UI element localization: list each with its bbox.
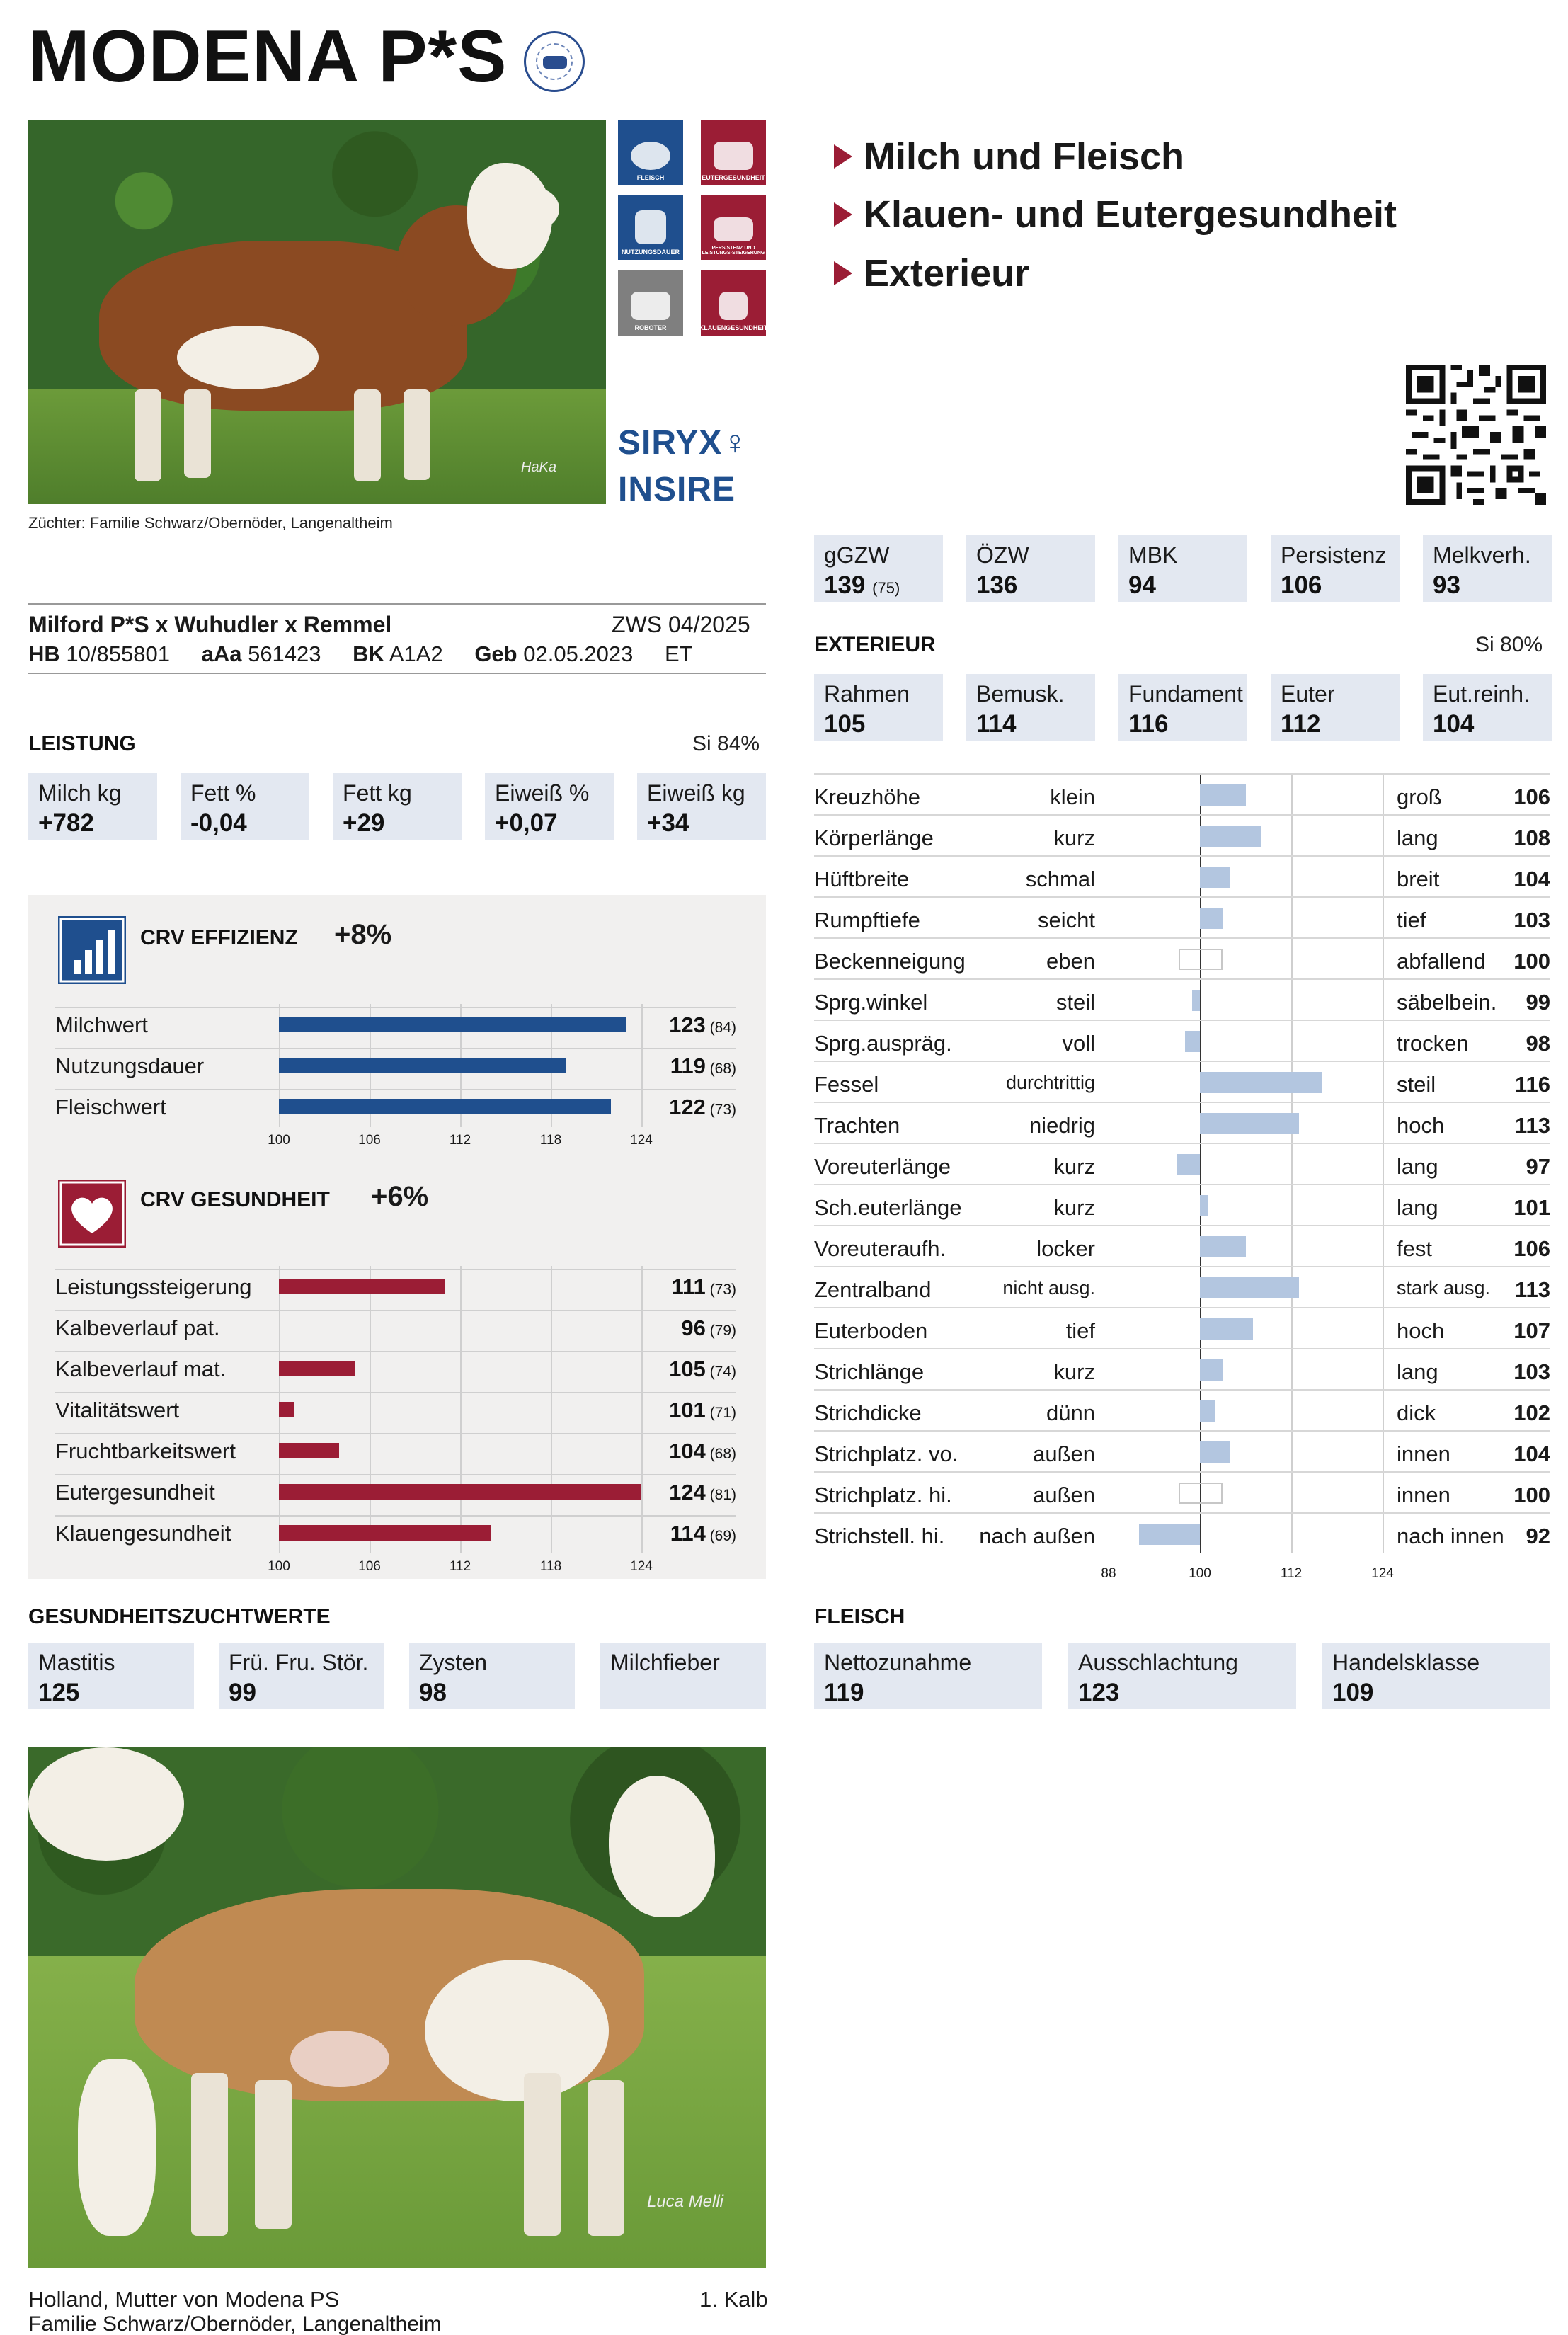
trait-low-label: schmal	[1025, 867, 1095, 891]
trait-low-label: außen	[1033, 1441, 1095, 1466]
axis-tick-label: 124	[1371, 1566, 1394, 1581]
trait-bar	[1200, 1113, 1299, 1134]
trait-value: 113	[1514, 1277, 1550, 1302]
trait-high-label: lang	[1397, 1154, 1438, 1179]
fleisch-ausschlachtung: Ausschlachtung 123	[1068, 1643, 1296, 1709]
linear-trait-row	[814, 773, 1550, 814]
linear-trait-row	[814, 1512, 1550, 1553]
trait-value: 104	[1513, 1441, 1550, 1466]
trait-value: 98	[1526, 1031, 1550, 1056]
trait-low-label: nicht ausg.	[1002, 1277, 1095, 1298]
trait-high-label: lang	[1397, 1359, 1438, 1384]
value-bar	[279, 1525, 491, 1541]
trait-name: Strichplatz. hi.	[814, 1483, 952, 1507]
summary-mbk: MBK 94	[1118, 535, 1247, 602]
leistung-milch-kg: Milch kg +782	[28, 773, 157, 840]
trait-bar	[1192, 990, 1200, 1011]
crv-gesundheit-value: +6%	[371, 1181, 429, 1212]
trait-high-label: innen	[1397, 1483, 1450, 1507]
trait-value: 92	[1526, 1524, 1550, 1548]
qr-code-icon[interactable]	[1406, 365, 1546, 505]
trait-low-label: außen	[1033, 1483, 1095, 1507]
crv-effizienz-value: +8%	[334, 919, 392, 950]
trait-bar	[1200, 1072, 1322, 1093]
row-label: Fruchtbarkeitswert	[55, 1439, 236, 1463]
axis-tick-label: 100	[268, 1133, 290, 1148]
trait-high-label: steil	[1397, 1072, 1436, 1097]
linear-trait-row	[814, 896, 1550, 937]
highlight-1: Milch und Fleisch	[834, 135, 1184, 178]
value-bar	[279, 1402, 294, 1417]
axis-tick-label: 100	[1189, 1566, 1211, 1581]
axis-tick-label: 124	[630, 1133, 653, 1148]
nutzungsdauer-icon: NUTZUNGSDAUER	[618, 195, 683, 260]
linear-trait-row	[814, 937, 1550, 978]
trait-name: Kreuzhöhe	[814, 784, 920, 809]
dam-caption: Holland, Mutter von Modena PS	[28, 2287, 340, 2312]
efficiency-chart-icon	[58, 916, 126, 984]
trait-high-label: abfallend	[1397, 949, 1486, 974]
eutergesundheit-icon: EUTERGESUNDHEIT	[701, 120, 766, 185]
gzw-fruchtbarkeit: Frü. Fru. Stör. 99	[219, 1643, 384, 1709]
bullet-arrow-icon	[834, 261, 852, 285]
trait-low-label: voll	[1062, 1031, 1095, 1056]
fleisch-icon: FLEISCH	[618, 120, 683, 185]
ext-euter: Euter 112	[1271, 674, 1400, 741]
linear-trait-row	[814, 1184, 1550, 1225]
trait-bar	[1200, 1236, 1246, 1257]
ext-eutreinh: Eut.reinh. 104	[1423, 674, 1552, 741]
linear-trait-row	[814, 814, 1550, 855]
row-value: 124 (81)	[669, 1480, 736, 1505]
linear-trait-row	[814, 1430, 1550, 1471]
persistenz-icon: PERSISTENZ UND LEISTUNGS-STEIGERUNG	[701, 195, 766, 260]
trait-low-label: niedrig	[1029, 1113, 1095, 1138]
trait-bar	[1200, 1441, 1230, 1463]
trait-value: 101	[1513, 1195, 1550, 1220]
trait-high-label: groß	[1397, 784, 1442, 809]
summary-ggzw: gGZW 139 (75)	[814, 535, 943, 602]
trait-name: Voreuteraufh.	[814, 1236, 946, 1261]
trait-low-label: seicht	[1038, 908, 1095, 932]
row-label: Kalbeverlauf mat.	[55, 1357, 227, 1381]
axis-tick-label: 124	[630, 1559, 653, 1574]
crv-effizienz-chart	[55, 1004, 736, 1153]
trait-value: 113	[1514, 1113, 1550, 1138]
trait-name: Sch.euterlänge	[814, 1195, 962, 1220]
zws-date: ZWS 04/2025	[612, 612, 750, 637]
exterieur-si: Si 80%	[1475, 633, 1543, 656]
row-value: 104 (68)	[669, 1439, 736, 1463]
trait-name: Sprg.winkel	[814, 990, 928, 1015]
photo-watermark: Luca Melli	[646, 2192, 723, 2211]
chart-row	[55, 1392, 736, 1423]
chart-row	[55, 1515, 736, 1546]
roboter-icon: ROBOTER	[618, 270, 683, 336]
leistung-eiweiss-pct: Eiweiß % +0,07	[485, 773, 614, 840]
linear-trait-row	[814, 1020, 1550, 1061]
bullet-arrow-icon	[834, 144, 852, 169]
row-label: Kalbeverlauf pat.	[55, 1315, 220, 1340]
trait-low-label: durchtrittig	[1005, 1072, 1095, 1093]
row-label: Fleischwert	[55, 1095, 166, 1119]
row-label: Vitalitätswert	[55, 1398, 180, 1422]
trait-low-label: eben	[1046, 949, 1095, 974]
trait-bar	[1200, 908, 1223, 929]
fleisch-nettozunahme: Nettozunahme 119	[814, 1643, 1042, 1709]
ext-fundament: Fundament 116	[1118, 674, 1247, 741]
axis-tick-label: 112	[449, 1559, 471, 1574]
trait-value: 107	[1513, 1318, 1550, 1343]
trait-high-label: lang	[1397, 1195, 1438, 1220]
trait-name: Beckenneigung	[814, 949, 966, 974]
trait-low-label: kurz	[1053, 826, 1095, 850]
trait-value: 106	[1513, 1236, 1550, 1261]
linear-trait-row	[814, 1102, 1550, 1143]
trait-high-label: innen	[1397, 1441, 1450, 1466]
value-bar	[279, 1017, 626, 1032]
trait-name: Fessel	[814, 1072, 879, 1097]
chart-row	[55, 1089, 736, 1120]
trait-high-label: nach innen	[1397, 1524, 1504, 1548]
trait-high-label: stark ausg.	[1397, 1277, 1491, 1298]
dam-breeder: Familie Schwarz/Obernöder, Langenaltheim	[28, 2312, 442, 2335]
crv-effizienz-heading: CRV EFFIZIENZ	[140, 926, 298, 949]
trait-name: Sprg.auspräg.	[814, 1031, 952, 1056]
klauengesundheit-icon: KLAUENGESUNDHEIT	[701, 270, 766, 336]
trait-name: Rumpftiefe	[814, 908, 920, 932]
trait-bar	[1185, 1031, 1201, 1052]
trait-low-label: dünn	[1046, 1400, 1095, 1425]
linear-trait-row	[814, 1389, 1550, 1430]
trait-high-label: dick	[1397, 1400, 1436, 1425]
trait-value: 108	[1513, 826, 1550, 850]
gzw-mastitis: Mastitis 125	[28, 1643, 194, 1709]
trait-bar	[1200, 1318, 1253, 1340]
chart-row	[55, 1474, 736, 1505]
trait-high-label: säbelbein.	[1397, 990, 1497, 1015]
summary-melkverh: Melkverh. 93	[1423, 535, 1552, 602]
bullet-arrow-icon	[834, 202, 852, 227]
highlight-2: Klauen- und Eutergesundheit	[834, 193, 1397, 236]
trait-bar	[1179, 1483, 1223, 1504]
insire-logo: INSIRE	[618, 471, 736, 508]
trait-name: Zentralband	[814, 1277, 932, 1302]
breed-seal-icon	[524, 31, 585, 92]
linear-trait-row	[814, 1348, 1550, 1389]
trait-bar	[1139, 1524, 1200, 1545]
exterieur-linear-chart	[814, 773, 1550, 1594]
chart-row	[55, 1048, 736, 1079]
row-value: 119 (68)	[670, 1054, 736, 1078]
gzw-heading: GESUNDHEITSZUCHTWERTE	[28, 1605, 331, 1628]
chart-row	[55, 1007, 736, 1038]
trait-value: 106	[1513, 784, 1550, 809]
value-bar	[279, 1361, 355, 1376]
axis-tick-label: 112	[1280, 1566, 1303, 1581]
herd-book-info: HB 10/855801 aAa 561423 BK A1A2 Geb 02.05.2023 ET	[28, 641, 693, 666]
axis-tick-label: 106	[358, 1133, 381, 1148]
row-value: 105 (74)	[669, 1357, 736, 1381]
trait-high-label: fest	[1397, 1236, 1432, 1261]
trait-value: 100	[1513, 1483, 1550, 1507]
trait-bar	[1200, 1277, 1299, 1298]
trait-low-label: kurz	[1053, 1195, 1095, 1220]
trait-name: Körperlänge	[814, 826, 934, 850]
trait-value: 102	[1513, 1400, 1550, 1425]
linear-trait-row	[814, 1061, 1550, 1102]
crv-gesundheit-heading: CRV GESUNDHEIT	[140, 1188, 330, 1211]
pedigree-line: Milford P*S x Wuhudler x Remmel	[28, 612, 392, 637]
bull-photo	[28, 120, 606, 504]
chart-row	[55, 1351, 736, 1382]
trait-name: Strichlänge	[814, 1359, 925, 1384]
trait-high-label: hoch	[1397, 1318, 1445, 1343]
gzw-zysten: Zysten 98	[409, 1643, 575, 1709]
trait-name: Trachten	[814, 1113, 900, 1138]
leistung-fett-pct: Fett % -0,04	[181, 773, 309, 840]
trait-high-label: trocken	[1397, 1031, 1469, 1056]
trait-bar	[1200, 826, 1261, 847]
female-symbol-icon: ♀	[722, 424, 749, 462]
linear-trait-row	[814, 1266, 1550, 1307]
leistung-eiweiss-kg: Eiweiß kg +34	[637, 773, 766, 840]
ext-bemusk: Bemusk. 114	[966, 674, 1095, 741]
trait-name: Voreuterlänge	[814, 1154, 951, 1179]
axis-tick-label: 88	[1101, 1566, 1116, 1581]
trait-low-label: klein	[1050, 784, 1095, 809]
ext-rahmen: Rahmen 105	[814, 674, 943, 741]
trait-low-label: locker	[1036, 1236, 1095, 1261]
trait-value: 97	[1526, 1154, 1550, 1179]
fleisch-handelsklasse: Handelsklasse 109	[1322, 1643, 1550, 1709]
siryx-logo: SIRYX♀	[618, 424, 749, 462]
linear-trait-row	[814, 1307, 1550, 1348]
page-title: MODENA P*S	[28, 16, 508, 98]
axis-tick-label: 118	[539, 1559, 562, 1574]
trait-bar	[1177, 1154, 1200, 1175]
trait-high-label: breit	[1397, 867, 1440, 891]
value-bar	[279, 1058, 566, 1073]
chart-row	[55, 1269, 736, 1300]
highlight-3: Exterieur	[834, 251, 1029, 295]
trait-bar	[1200, 784, 1246, 806]
trait-name: Strichdicke	[814, 1400, 922, 1425]
trait-value: 99	[1526, 990, 1550, 1015]
trait-bar	[1179, 949, 1223, 970]
value-bar	[279, 1099, 611, 1114]
linear-trait-row	[814, 1225, 1550, 1266]
trait-name: Euterboden	[814, 1318, 928, 1343]
gzw-milchfieber: Milchfieber	[600, 1643, 766, 1709]
trait-bar	[1200, 867, 1230, 888]
leistung-heading: LEISTUNG	[28, 732, 136, 755]
axis-tick-label: 100	[268, 1559, 290, 1574]
trait-name: Strichstell. hi.	[814, 1524, 945, 1548]
row-value: 96 (79)	[681, 1315, 736, 1340]
summary-ozw: ÖZW 136	[966, 535, 1095, 602]
row-value: 114 (69)	[670, 1521, 736, 1546]
trait-value: 100	[1513, 949, 1550, 974]
trait-bar	[1200, 1400, 1215, 1422]
trait-low-label: steil	[1055, 990, 1095, 1015]
chart-row	[55, 1310, 736, 1341]
trait-low-label: nach außen	[979, 1524, 1095, 1548]
linear-trait-row	[814, 1471, 1550, 1512]
linear-trait-row	[814, 978, 1550, 1020]
axis-tick-label: 118	[539, 1133, 562, 1148]
photo-watermark: HaKa	[520, 459, 556, 475]
exterieur-heading: EXTERIEUR	[814, 633, 936, 656]
health-heart-icon	[58, 1180, 126, 1248]
leistung-si: Si 84%	[692, 732, 760, 755]
summary-persistenz: Persistenz 106	[1271, 535, 1400, 602]
trait-name: Hüftbreite	[814, 867, 910, 891]
value-bar	[279, 1484, 641, 1500]
trait-name: Strichplatz. vo.	[814, 1441, 958, 1466]
trait-bar	[1200, 1195, 1208, 1216]
row-value: 101 (71)	[669, 1398, 736, 1422]
row-label: Klauengesundheit	[55, 1521, 231, 1546]
value-bar	[279, 1279, 445, 1294]
row-label: Eutergesundheit	[55, 1480, 215, 1505]
row-value: 111 (73)	[671, 1274, 736, 1299]
trait-value: 116	[1514, 1072, 1550, 1097]
photo-caption: Züchter: Familie Schwarz/Obernöder, Langenaltheim	[28, 514, 393, 532]
trait-high-label: lang	[1397, 826, 1438, 850]
value-bar	[279, 1443, 339, 1458]
axis-tick-label: 112	[449, 1133, 471, 1148]
axis-tick-label: 106	[358, 1559, 381, 1574]
row-label: Milchwert	[55, 1012, 148, 1037]
trait-high-label: tief	[1397, 908, 1426, 932]
trait-low-label: kurz	[1053, 1154, 1095, 1179]
trait-value: 103	[1513, 1359, 1550, 1384]
row-value: 123 (84)	[669, 1012, 736, 1037]
trait-low-label: kurz	[1053, 1359, 1095, 1384]
trait-high-label: hoch	[1397, 1113, 1445, 1138]
chart-row	[55, 1433, 736, 1464]
fleisch-heading: FLEISCH	[814, 1605, 905, 1628]
crv-gesundheit-chart	[55, 1266, 736, 1575]
trait-low-label: tief	[1065, 1318, 1095, 1343]
dam-photo	[28, 1747, 766, 2268]
dam-lactation: 1. Kalb	[699, 2287, 768, 2312]
row-value: 122 (73)	[669, 1095, 736, 1119]
row-label: Leistungssteigerung	[55, 1274, 252, 1299]
trait-bar	[1200, 1359, 1223, 1381]
leistung-fett-kg: Fett kg +29	[333, 773, 462, 840]
linear-trait-row	[814, 855, 1550, 896]
trait-value: 103	[1513, 908, 1550, 932]
linear-trait-row	[814, 1143, 1550, 1184]
row-label: Nutzungsdauer	[55, 1054, 205, 1078]
trait-value: 104	[1513, 867, 1550, 891]
